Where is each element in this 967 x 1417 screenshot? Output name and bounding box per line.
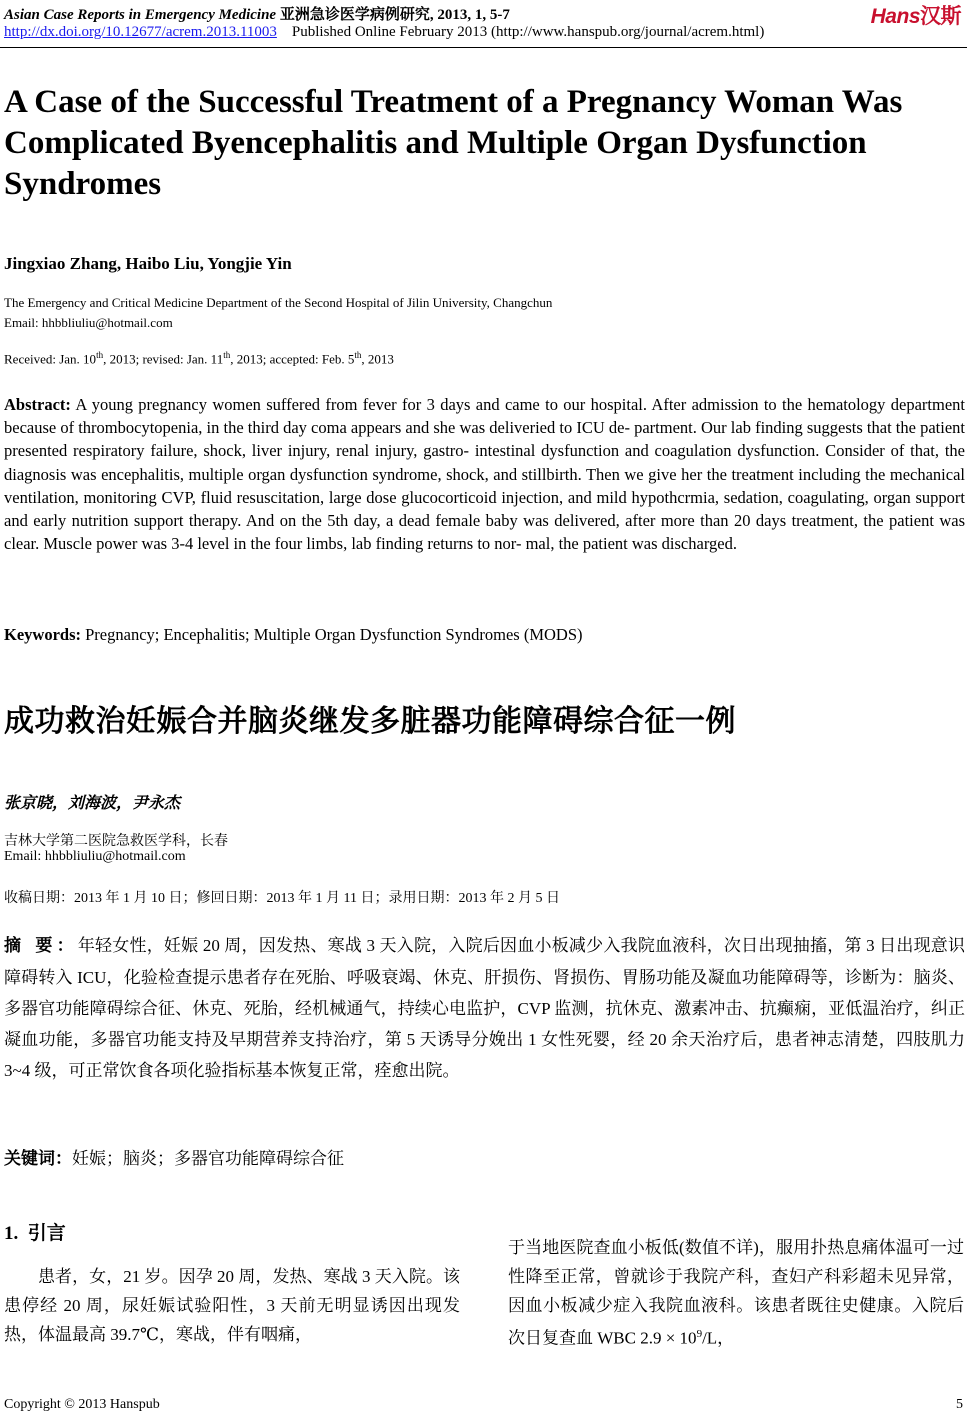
authors-en: Jingxiao Zhang, Haibo Liu, Yongjie Yin [4, 254, 292, 273]
abstract-text-en: A young pregnancy women suffered from fever for 3 days and came to our hospital. After admission to the hematology department because of thrombocytopenia, in the third day coma appears and she was deliveried to ICU de- partment. Our lab finding suggests that the patient presented respiratory failure, shock, liver injury, renal injury, gastro- intestinal dysfunction and coagulation dysfunction. Consider of that, the diagnosis was encephalitis, multiple organ dysfunction syndrome, shock, and stillbirth. Then we give her the treatment including the mechanical ventilation, monitoring CVP, fluid resuscitation, large dose glucocorticoid injection, and mild hypothcrmia, sedation, coagulating, organ support and early nutrition support therapy. And on the 5th day, a dead female baby was delivered, after more than 20 days treatment, the patient was clear. Muscle power was 3-4 level in the four limbs, lab finding returns to nor- mal, the patient was discharged. [4, 395, 965, 554]
section-heading [4, 1218, 460, 1245]
abstract-en [4, 393, 965, 555]
doi-line [4, 24, 764, 41]
received-date: Received: Jan. 10 [4, 351, 97, 367]
keywords-label-en: Keywords: [4, 625, 81, 644]
date-year: , 2013 [361, 351, 394, 367]
abstract-cn [4, 930, 965, 1086]
paper-title-en: A Case of the Successful Treatment of a Pregnancy Woman Was Complicated Byencephalitis and Multiple Organ Dysfunction Syndromes [4, 84, 903, 202]
intro-paragraph-left: 患者，女，21 岁。因孕 20 周，发热、寒战 3 天入院。该患停经 20 周，尿妊娠试验阳性，3 天前无明显诱因出现发热，体温最高 39.7℃，寒战，伴有咽痛， [4, 1267, 460, 1344]
affiliation-cn: 吉林大学第二医院急救医学科，长春 [4, 834, 228, 849]
logo-text-cn: 汉斯 [920, 5, 961, 28]
intro-paragraph-right [508, 1233, 964, 1353]
keywords-en [4, 625, 583, 645]
page-number: 5 [956, 1397, 963, 1412]
sup-th: th [223, 350, 231, 360]
logo-text-en: Hans [870, 5, 920, 28]
doi-link[interactable]: http://dx.doi.org/10.12677/acrem.2013.11003 [4, 24, 277, 40]
left-column [4, 1218, 460, 1349]
abstract-text-cn: 年轻女性，妊娠 20 周，因发热、寒战 3 天入院，入院后因血小板减少入我院血液科，次日出现抽搐，第 3 日出现意识障碍转入 ICU，化验检查提示患者存在死胎、呼吸衰竭、休克、肝损伤、肾损伤、胃肠功能及凝血功能障碍等，诊断为：脑炎、多器官功能障碍综合征、休克、死胎，经机械通气，持续心电监护，CVP 监测，抗休克、激素冲击、抗癫痫，亚低温治疗，纠正凝血功能，多器官功能支持及早期营养支持治疗，第 5 天诱导分娩出 1 女性死婴，经 20 余天治疗后，患者神志清楚，四肢肌力 3~4 级，可正常饮食各项化验指标基本恢复正常，痊愈出院。 [4, 936, 966, 1080]
footer-copyright: Copyright © 2013 Hanspub [4, 1397, 160, 1412]
journal-header [4, 3, 510, 24]
affiliation-en: The Emergency and Critical Medicine Department of the Second Hospital of Jilin University, Changchun [4, 295, 553, 310]
journal-name-cn: 亚洲急诊医学病例研究 [279, 7, 430, 23]
keywords-cn [4, 1144, 344, 1169]
keywords-label-cn: 关键词： [4, 1149, 72, 1169]
email-cn: Email: hhbbliuliu@hotmail.com [4, 849, 186, 864]
sup-th: th [96, 350, 104, 360]
revised-date: , 2013; revised: Jan. 11 [103, 351, 224, 367]
section-title: 引言 [27, 1222, 66, 1244]
dates-cn: 收稿日期：2013 年 1 月 10 日；修回日期：2013 年 1 月 11 日；录用日期：2013 年 2 月 5 日 [4, 891, 560, 906]
sup-th: th [354, 350, 362, 360]
abstract-label-cn: 摘 要： [4, 936, 78, 956]
abstract-label-en: Abstract: [4, 395, 71, 414]
authors-cn: 张京晓，刘海波，尹永杰 [4, 793, 181, 812]
hans-logo [871, 0, 961, 30]
accepted-date: , 2013; accepted: Feb. 5 [230, 351, 355, 367]
keywords-text-en: Pregnancy; Encephalitis; Multiple Organ Dysfunction Syndromes (MODS) [81, 625, 583, 644]
superscript-exponent: 9 [696, 1328, 703, 1340]
keywords-text-cn: 妊娠；脑炎；多器官功能障碍综合征 [72, 1149, 344, 1168]
header-rule [0, 47, 967, 48]
intro-text-right: 于当地医院查血小板低(数值不详)，服用扑热息痛体温可一过性降至正常，曾就诊于我院产科，查妇产科彩超未见异常，因血小板减少症入我院血液科。该患者既往史健康。入院后次日复查血 WBC 2.9 × 10 [508, 1238, 964, 1348]
journal-name-en: Asian Case Reports in Emergency Medicine [4, 7, 277, 23]
paper-title-cn: 成功救治妊娠合并脑炎继发多脏器功能障碍综合征一例 [4, 704, 736, 739]
email-en: Email: hhbbliuliu@hotmail.com [4, 315, 173, 330]
intro-text-right-end: /L， [702, 1328, 735, 1348]
section-number: 1. [4, 1223, 19, 1244]
published-info: Published Online February 2013 (http://www.hanspub.org/journal/acrem.html) [291, 24, 765, 40]
dates-en [4, 350, 394, 367]
right-column [508, 1233, 964, 1353]
journal-citation: , 2013, 1, 5-7 [429, 7, 510, 23]
